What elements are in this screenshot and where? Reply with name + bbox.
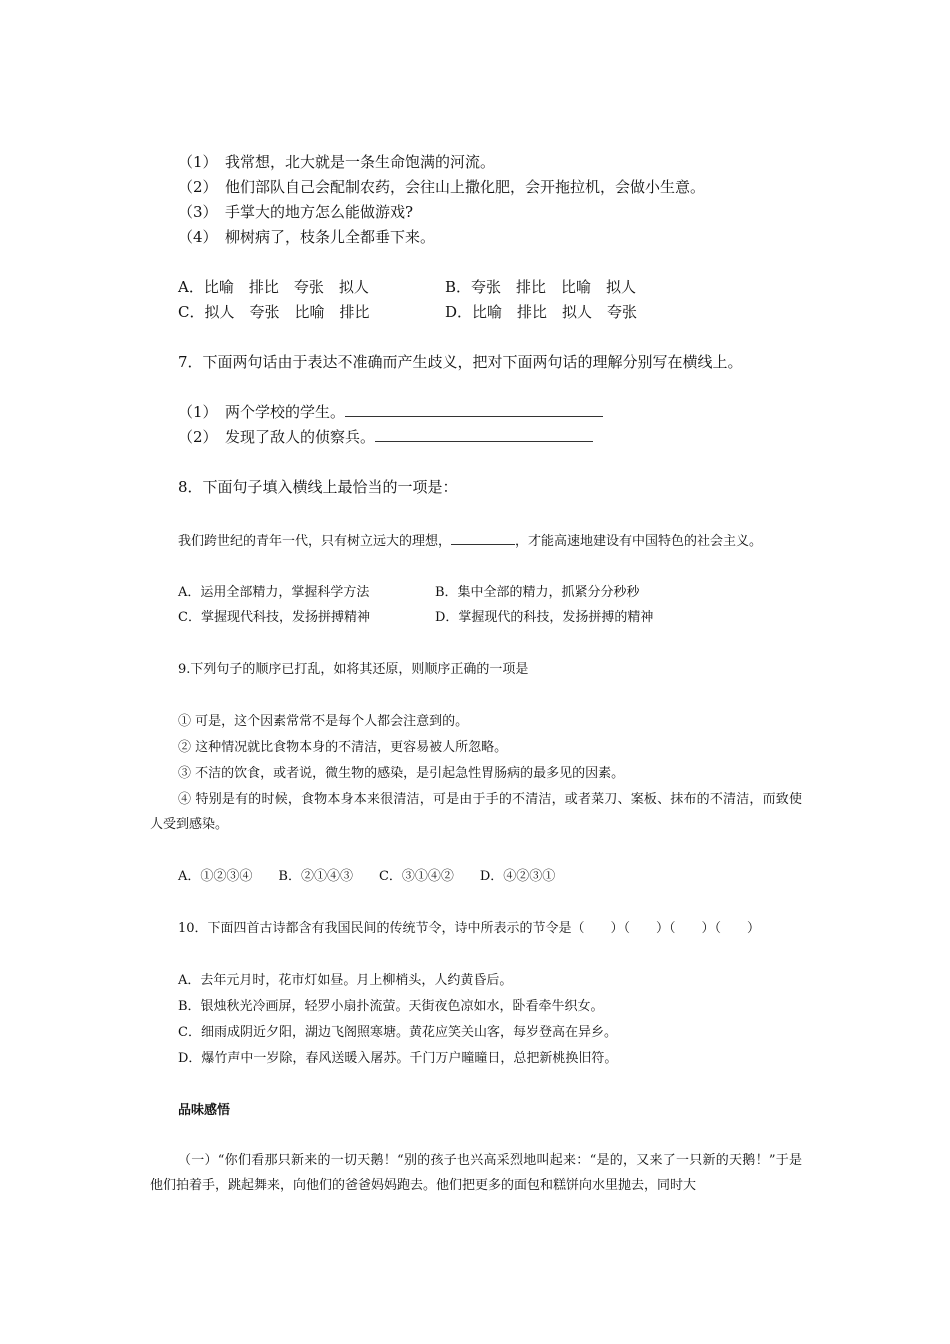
q8-sentence	[178, 532, 762, 552]
q10-option-c: C．细雨成阴近夕阳，湖边飞阁照寒塘。黄花应笑关山客，每岁登高在异乡。	[178, 1025, 617, 1040]
q7-item-2	[178, 427, 593, 447]
q10-option-b: B．银烛秋光冷画屏，轻罗小扇扑流萤。天街夜色凉如水，卧看牵牛织女。	[178, 999, 604, 1014]
q6-item-1: （1） 我常想，北大就是一条生命饱满的河流。	[178, 153, 496, 171]
q6-option-b: B．夸张 排比 比喻 拟人	[445, 278, 637, 296]
q8-option-a: A．运用全部精力，掌握科学方法	[178, 585, 370, 600]
q6-item-2: （2） 他们部队自己会配制农药，会往山上撒化肥，会开拖拉机，会做小生意。	[178, 178, 706, 196]
q10-option-a: A．去年元月时，花市灯如昼。月上柳梢头，人约黄昏后。	[178, 973, 513, 988]
q6-item-4: （4） 柳树病了，枝条儿全都垂下来。	[178, 228, 436, 246]
q9-options: A．①②③④ B．②①④③ C．③①④② D．④②③①	[178, 869, 556, 884]
q9-item-4: ④ 特别是有的时候，食物本身本来很清洁，可是由于手的不清洁，或者菜刀、案板、抹布的不清洁，而致使人受到感染。	[150, 792, 802, 832]
q7-item-1-text: （1） 两个学校的学生。	[178, 403, 346, 421]
q7-blank-2[interactable]	[375, 427, 593, 442]
q8-option-c: C．掌握现代科技，发扬拼搏精神	[178, 610, 370, 625]
q10-stem: 10．下面四首古诗都含有我国民间的传统节令，诗中所表示的节令是（ ）（ ）（ ）（ ）	[178, 921, 761, 936]
q9-stem: 9.下列句子的顺序已打乱，如将其还原，则顺序正确的一项是	[178, 662, 529, 677]
q10-option-d: D．爆竹声中一岁除，春风送暖入屠苏。千门万户曈曈日，总把新桃换旧符。	[178, 1051, 618, 1066]
q7-item-2-text: （2） 发现了敌人的侦察兵。	[178, 428, 376, 446]
q9-item-3: ③ 不洁的饮食，或者说，微生物的感染，是引起急性胃肠病的最多见的因素。	[178, 766, 625, 781]
q7-item-1	[178, 402, 603, 422]
q6-option-d: D．比喻 排比 拟人 夸张	[445, 303, 638, 321]
q8-sentence-part-1: 我们跨世纪的青年一代，只有树立远大的理想，	[178, 534, 452, 549]
q8-stem: 8．下面句子填入横线上最恰当的一项是：	[178, 478, 458, 496]
q8-option-d: D．掌握现代的科技，发扬拼搏的精神	[435, 610, 654, 625]
q8-blank[interactable]	[451, 532, 515, 545]
section-paragraph: （一）“你们看那只新来的一切天鹅！“别的孩子也兴高采烈地叫起来：“是的，又来了一只新的天鹅！”于是他们拍着手，跳起舞来，向他们的爸爸妈妈跑去。他们把更多的面包和糕饼向水里抛去，同时大	[150, 1153, 802, 1193]
q9-item-2: ② 这种情况就比食物本身的不清洁，更容易被人所忽略。	[178, 740, 508, 755]
q7-blank-1[interactable]	[345, 402, 603, 417]
q6-option-c: C．拟人 夸张 比喻 排比	[178, 303, 370, 321]
q8-option-b: B．集中全部的精力，抓紧分分秒秒	[435, 585, 640, 600]
q6-option-a: A．比喻 排比 夸张 拟人	[178, 278, 369, 296]
q8-sentence-part-2: ，才能高速地建设有中国特色的社会主义。	[515, 534, 763, 549]
q6-item-3: （3） 手掌大的地方怎么能做游戏?	[178, 203, 414, 221]
section-heading: 品味感悟	[178, 1103, 231, 1118]
q7-stem: 7．下面两句话由于表达不准确而产生歧义，把对下面两句话的理解分别写在横线上。	[178, 353, 743, 371]
q9-item-1: ① 可是，这个因素常常不是每个人都会注意到的。	[178, 714, 469, 729]
